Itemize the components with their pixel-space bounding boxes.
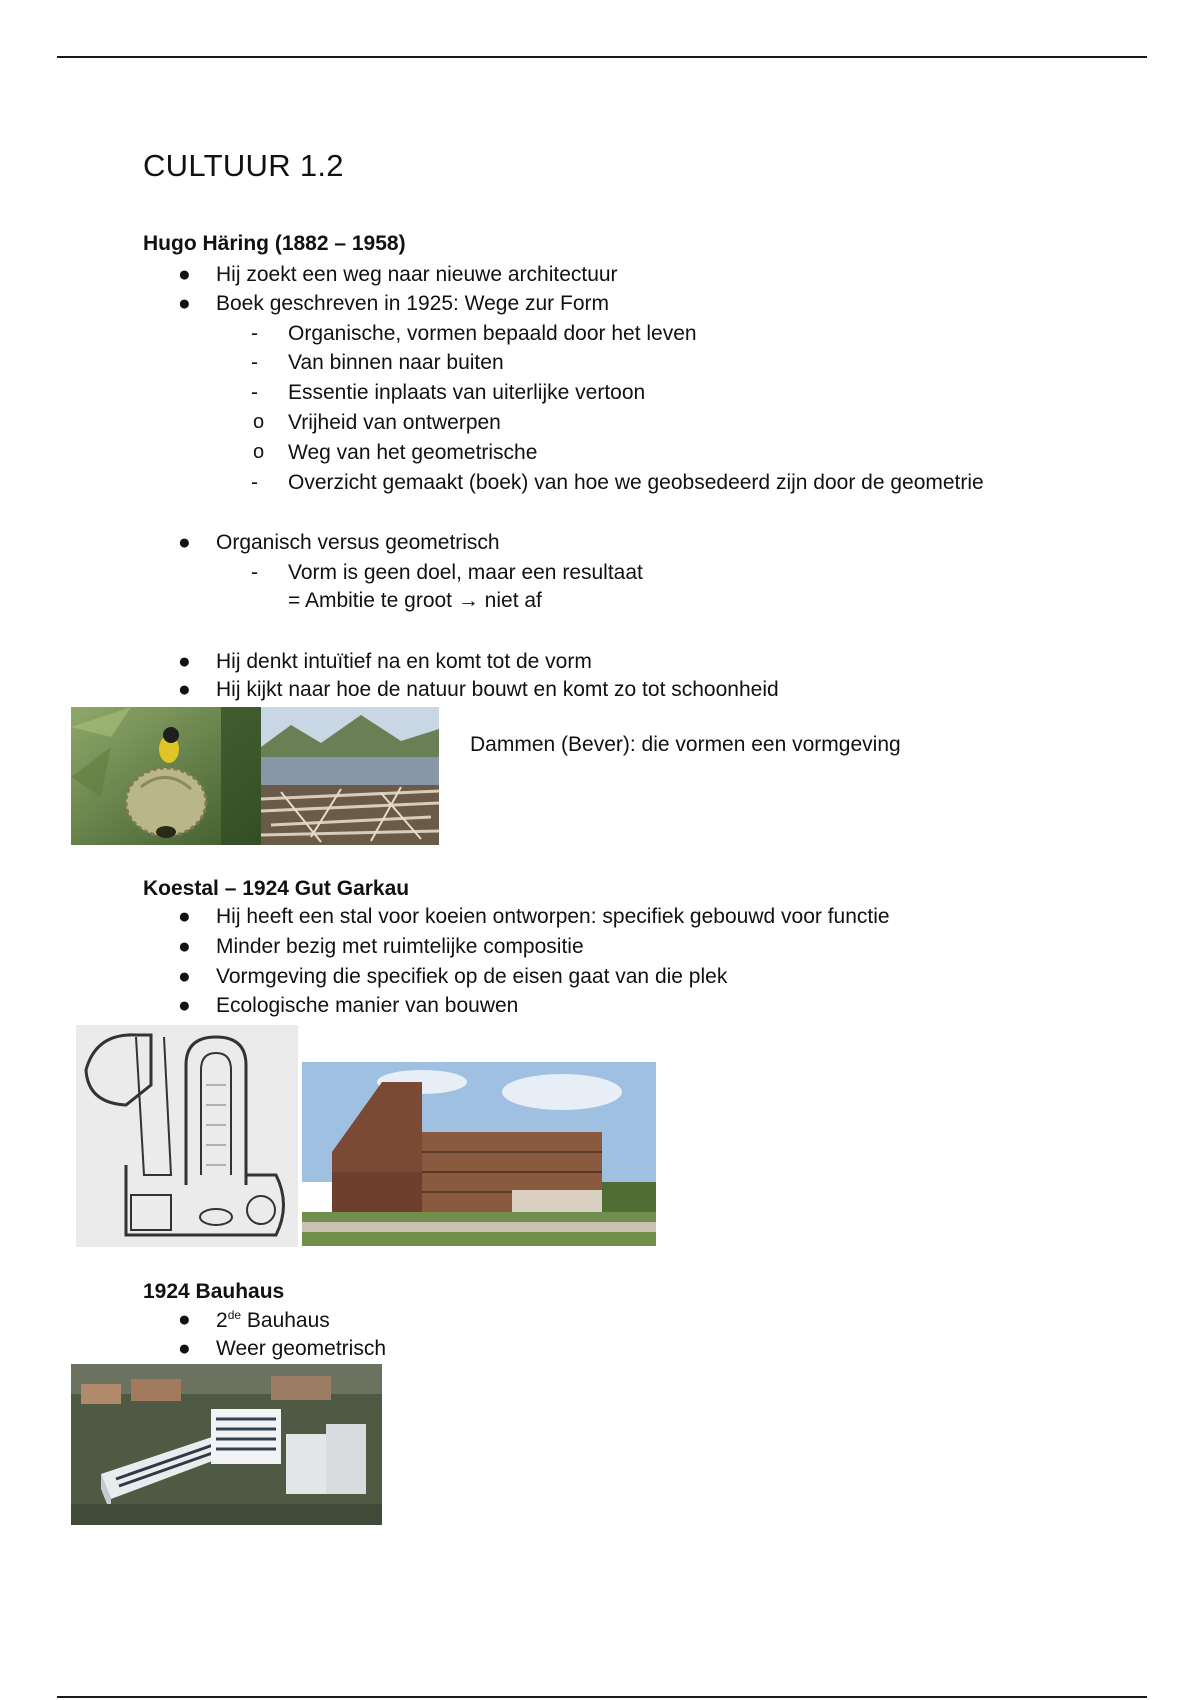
sub-marker: - (251, 381, 258, 404)
sub-marker: - (251, 351, 258, 374)
sub-item: Essentie inplaats van uiterlijke vertoon (288, 381, 646, 404)
sub-marker: - (251, 322, 258, 345)
bullet-icon: ● (178, 905, 191, 928)
bullet-icon: ● (178, 678, 191, 701)
image-caption: Dammen (Bever): die vormen een vormgeving (470, 733, 901, 756)
list-item: Minder bezig met ruimtelijke compositie (216, 935, 584, 958)
list-item: Hij heeft een stal voor koeien ontworpen: specifiek gebouwd voor functie (216, 905, 890, 928)
floor-plan-image (76, 1025, 298, 1247)
list-item: Ecologische manier van bouwen (216, 994, 519, 1017)
gut-garkau-photo (302, 1062, 656, 1246)
bullet-icon: ● (178, 292, 191, 315)
bullet-icon: ● (178, 1308, 191, 1331)
list-item: Hij zoekt een weg naar nieuwe architectuur (216, 263, 618, 286)
dash-marker: - (251, 561, 258, 584)
bullet-icon: ● (178, 965, 191, 988)
list-item: Hij kijkt naar hoe de natuur bouwt en komt zo tot schoonheid (216, 678, 779, 701)
sub-item: = Ambitie te groot → niet af (288, 589, 542, 612)
sub-item: Organische, vormen bepaald door het leven (288, 322, 697, 345)
sub-marker: o (253, 441, 265, 463)
header-rule (57, 56, 1147, 58)
sub-item: Weg van het geometrische (288, 441, 538, 464)
sub-item: Vrijheid van ontwerpen (288, 411, 501, 434)
section-heading-koestal: Koestal – 1924 Gut Garkau (143, 877, 410, 900)
list-item: Hij denkt intuïtief na en komt tot de vorm (216, 650, 592, 673)
sub-item: Van binnen naar buiten (288, 351, 504, 374)
list-item: Vormgeving die specifiek op de eisen gaat van die plek (216, 965, 728, 988)
list-item: Organisch versus geometrisch (216, 531, 500, 554)
list-item: Weer geometrisch (216, 1337, 387, 1360)
bullet-icon: ● (178, 935, 191, 958)
bullet-icon: ● (178, 531, 191, 554)
bird-nest-image (71, 707, 261, 845)
bauhaus-aerial-photo (71, 1364, 382, 1525)
list-item: Boek geschreven in 1925: Wege zur Form (216, 292, 609, 315)
sub-marker: o (253, 411, 265, 433)
bullet-icon: ● (178, 1337, 191, 1360)
section-heading-haring: Hugo Häring (1882 – 1958) (143, 232, 406, 255)
bullet-icon: ● (178, 263, 191, 286)
beaver-dam-image (261, 707, 439, 845)
bullet-icon: ● (178, 994, 191, 1017)
sub-item: Vorm is geen doel, maar een resultaat (288, 561, 643, 584)
sub-marker: - (251, 471, 258, 494)
list-item: 2de Bauhaus (216, 1308, 330, 1332)
sub-item: Overzicht gemaakt (boek) van hoe we geobsedeerd zijn door de geometrie (288, 471, 984, 494)
section-heading-bauhaus: 1924 Bauhaus (143, 1280, 285, 1303)
footer-rule (57, 1696, 1147, 1698)
page-title: CULTUUR 1.2 (143, 148, 344, 183)
bullet-icon: ● (178, 650, 191, 673)
